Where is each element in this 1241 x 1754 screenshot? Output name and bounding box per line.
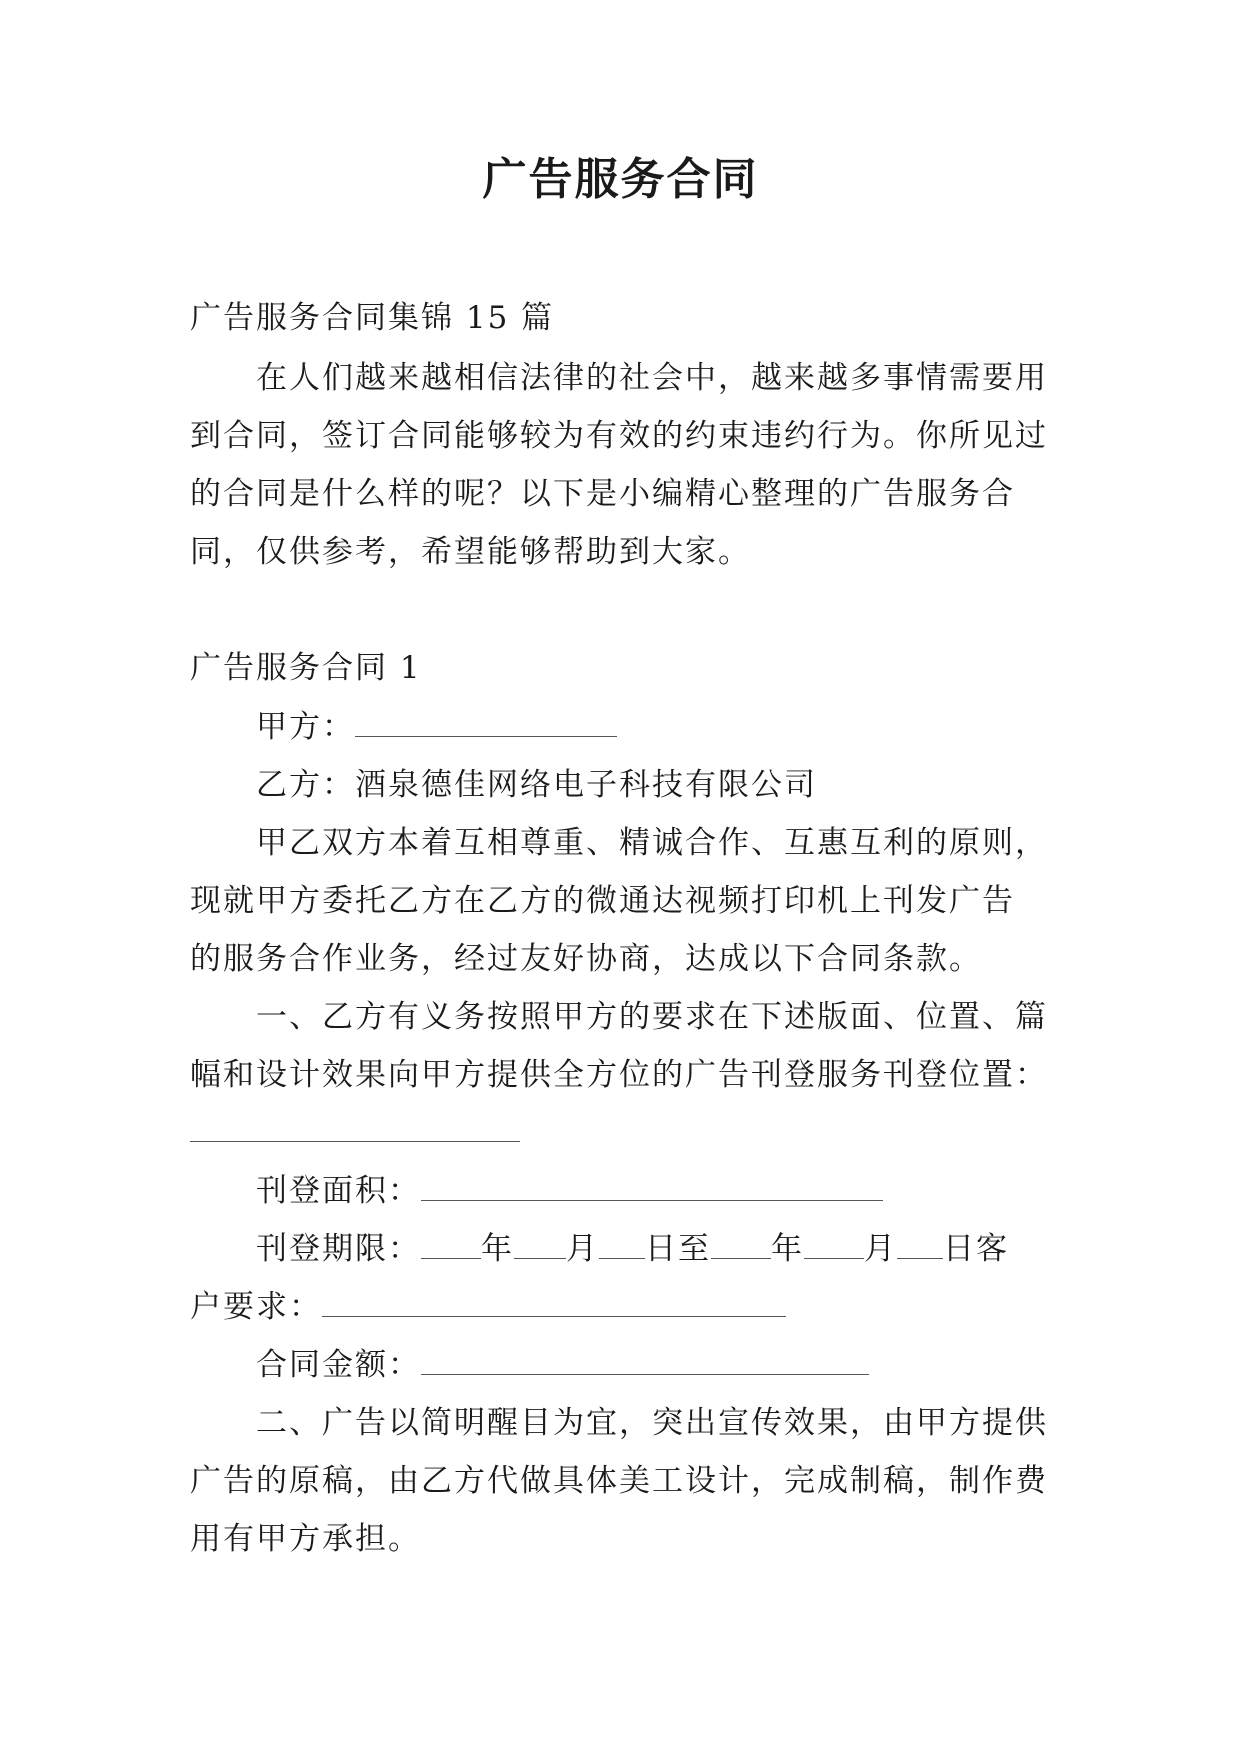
period-label: 刊登期限： [256,1231,421,1267]
clause1-line-1: 一、乙方有义务按照甲方的要求在下述版面、位置、篇 [256,999,1048,1035]
period-month1: 月 [566,1231,599,1267]
period-blank-year2 [711,1256,771,1259]
party-a-row [256,705,617,749]
period-blank-month2 [804,1256,864,1259]
collection-heading: 广告服务合同集锦 15 篇 [190,300,555,336]
party-b-line: 乙方：酒泉德佳网络电子科技有限公司 [256,767,817,803]
section-heading: 广告服务合同 1 [190,650,422,686]
preamble-line-3: 的服务合作业务，经过友好协商，达成以下合同条款。 [190,941,982,977]
client-req-blank [322,1314,786,1317]
client-req-label: 户要求： [190,1289,322,1325]
period-row [256,1227,1009,1271]
intro-line-3: 的合同是什么样的呢？以下是小编精心整理的广告服务合 [190,476,1015,512]
party-a-blank [355,734,617,737]
period-blank-year1 [421,1256,481,1259]
intro-line-1: 在人们越来越相信法律的社会中，越来越多事情需要用 [256,360,1048,396]
clause2-line-1: 二、广告以简明醒目为宜，突出宣传效果，由甲方提供 [256,1405,1048,1441]
party-a-label: 甲方： [256,709,355,745]
clause2-line-2: 广告的原稿，由乙方代做具体美工设计，完成制稿，制作费 [190,1463,1048,1499]
period-day-end: 日客 [943,1231,1009,1267]
area-label: 刊登面积： [256,1173,421,1209]
period-day-to: 日至 [645,1231,711,1267]
area-blank [421,1198,883,1201]
preamble-line-1: 甲乙双方本着互相尊重、精诚合作、互惠互利的原则， [256,825,1048,861]
intro-line-4: 同，仅供参考，希望能够帮助到大家。 [190,534,751,570]
period-month2: 月 [864,1231,897,1267]
period-year1: 年 [481,1231,514,1267]
amount-row [256,1343,869,1387]
period-blank-day2 [897,1256,943,1259]
area-row [256,1169,883,1213]
amount-blank [421,1372,869,1375]
period-blank-day1 [599,1256,645,1259]
period-blank-month1 [514,1256,566,1259]
position-blank [190,1139,520,1142]
client-req-row [190,1285,786,1329]
clause1-line-2: 幅和设计效果向甲方提供全方位的广告刊登服务刊登位置： [190,1057,1048,1093]
preamble-line-2: 现就甲方委托乙方在乙方的微通达视频打印机上刊发广告 [190,883,1015,919]
period-year2: 年 [771,1231,804,1267]
position-blank-row [190,1110,520,1154]
amount-label: 合同金额： [256,1347,421,1383]
intro-line-2: 到合同，签订合同能够较为有效的约束违约行为。你所见过 [190,418,1048,454]
clause2-line-3: 用有甲方承担。 [190,1521,421,1557]
document-title: 广告服务合同 [482,154,759,205]
